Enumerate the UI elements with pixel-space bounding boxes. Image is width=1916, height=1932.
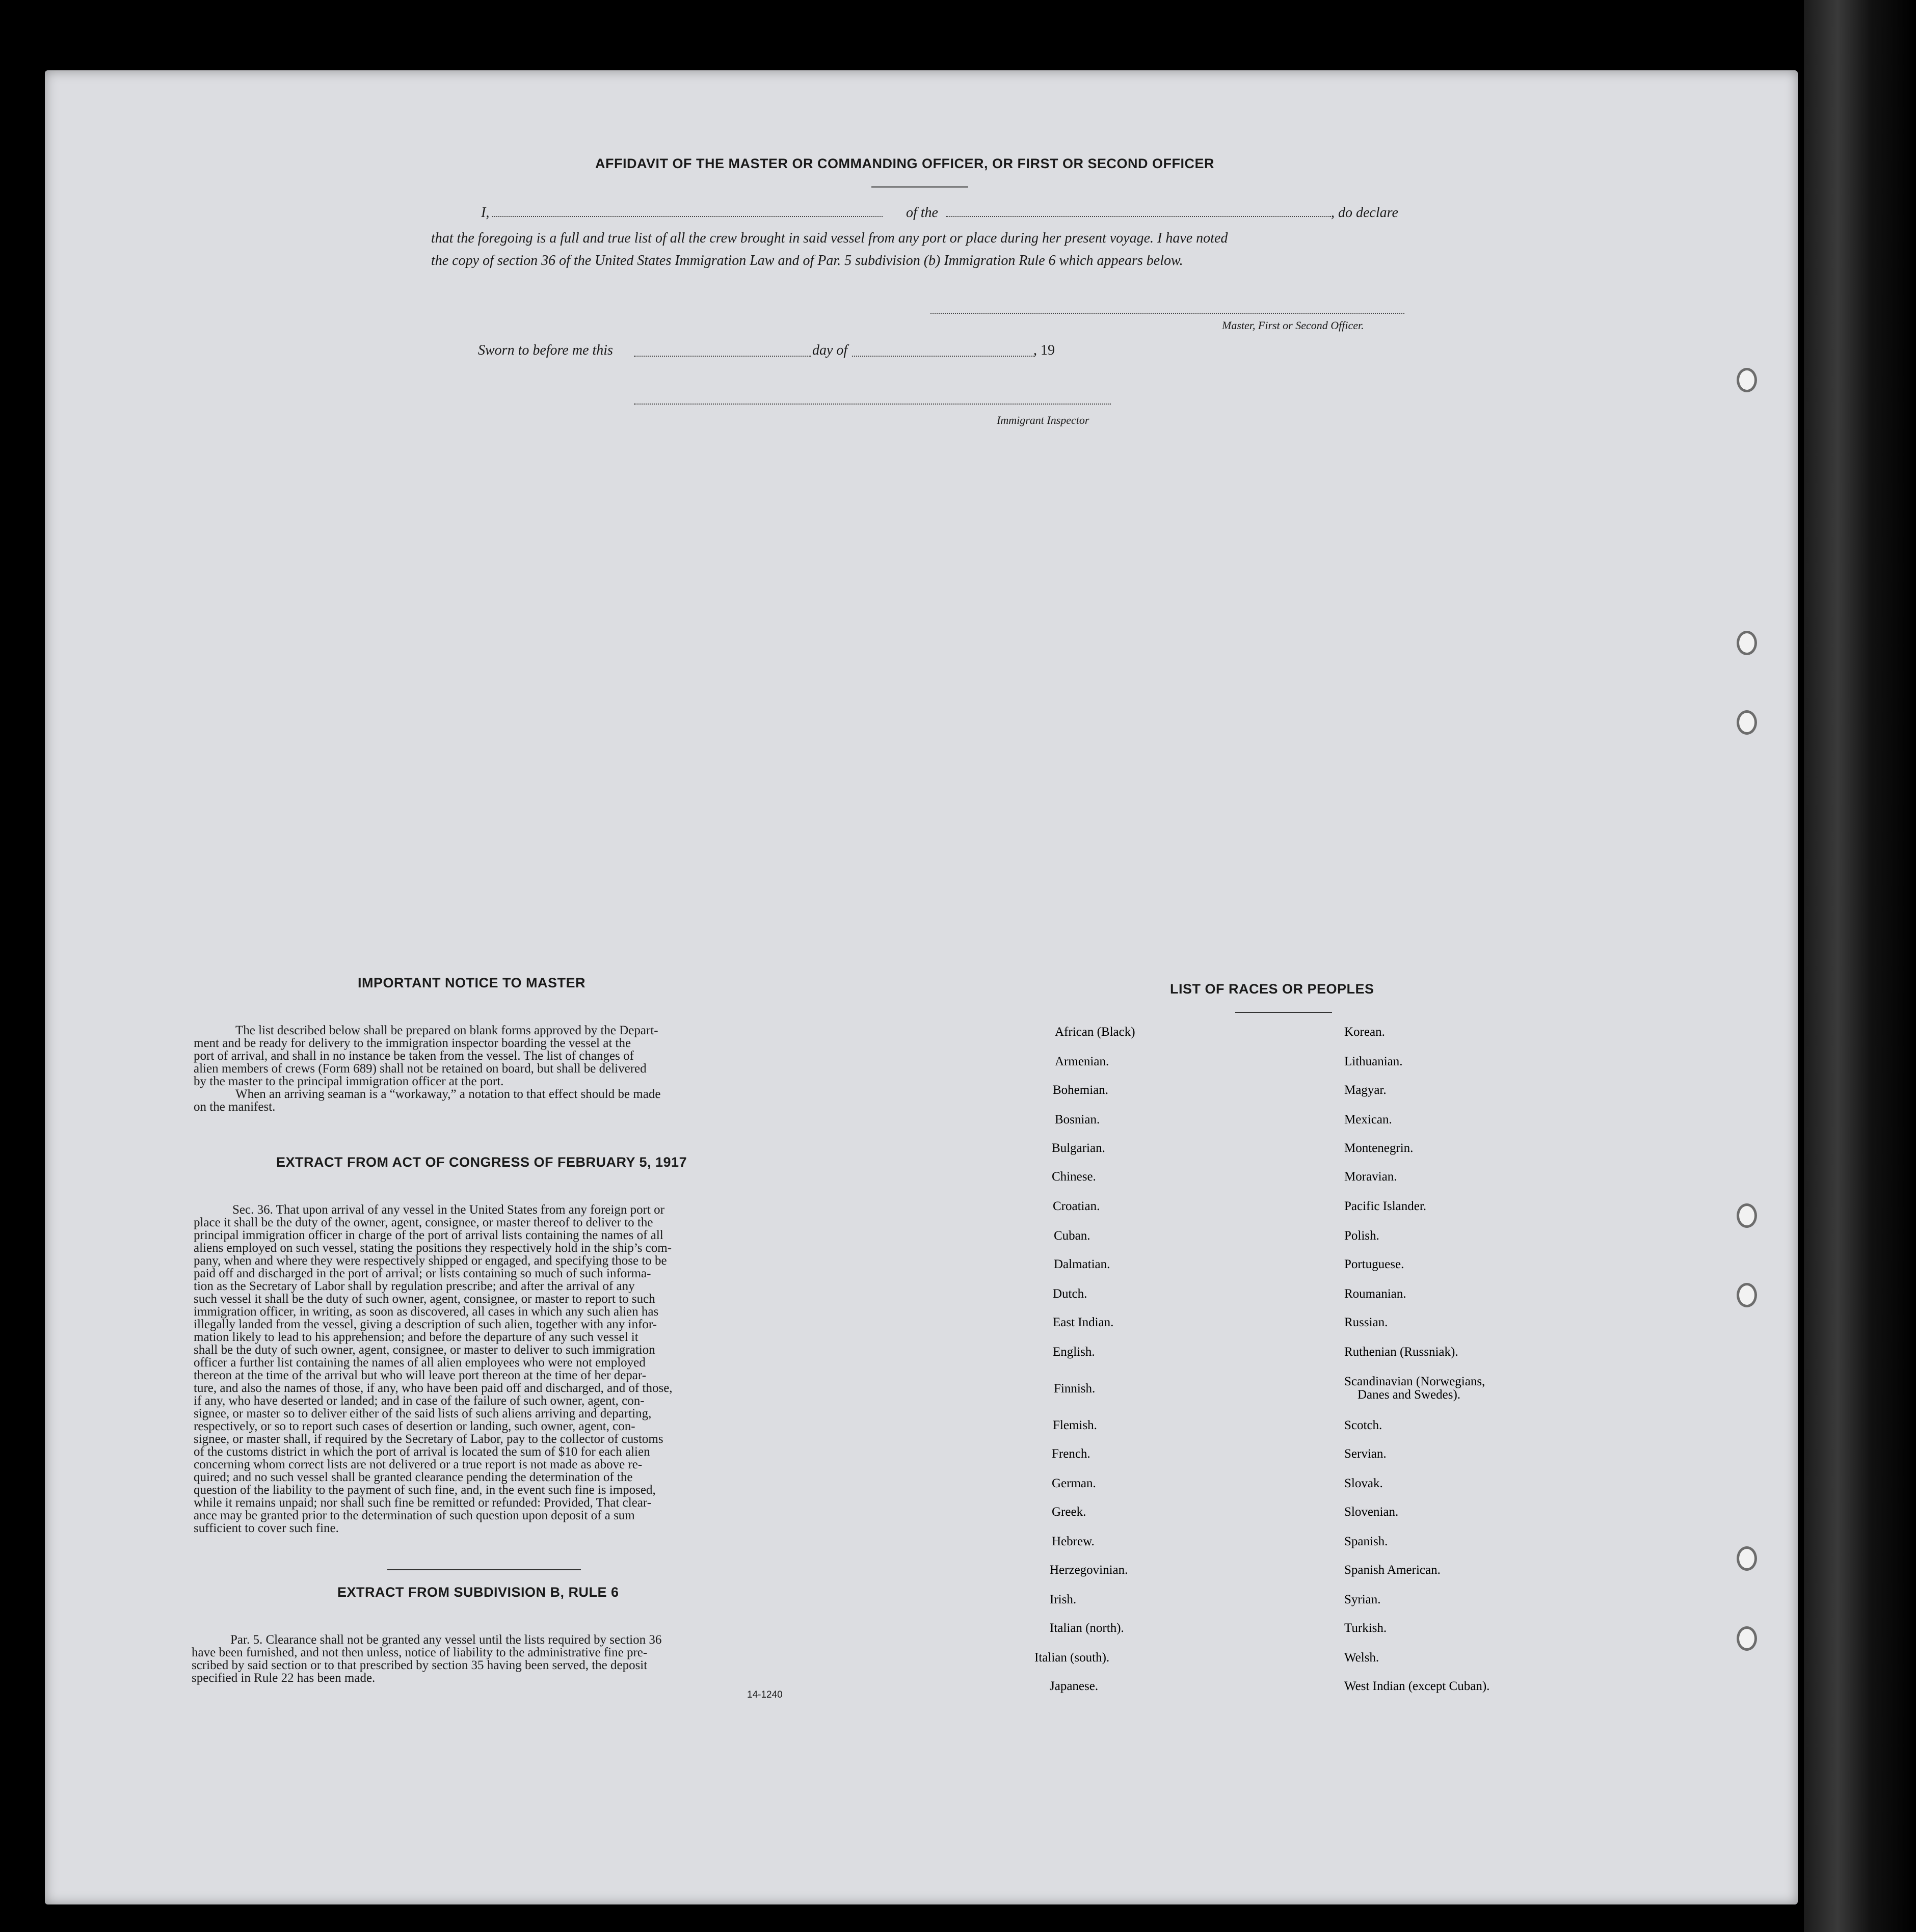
race-item: German. <box>1052 1477 1096 1490</box>
notice-line: ment and be ready for delivery to the immigration inspector boarding the vessel at the <box>194 1036 631 1050</box>
act-line: aliens employed on such vessel, stating the positions they respectively hold in the ship’s com- <box>194 1241 672 1255</box>
race-item: Italian (south). <box>1034 1651 1110 1665</box>
race-item: Ruthenian (Russniak). <box>1344 1345 1458 1359</box>
form-number: 14-1240 <box>747 1689 783 1700</box>
rule-title: EXTRACT FROM SUBDIVISION B, RULE 6 <box>337 1585 619 1600</box>
signature-caption: Master, First or Second Officer. <box>1222 319 1364 332</box>
rule-line: have been furnished, and not then unless, notice of liability to the administrative fine pre- <box>192 1646 648 1659</box>
act-line: place it shall be the duty of the owner, agent, consignee, or master thereof to deliver to the <box>194 1216 653 1229</box>
race-item: Slovenian. <box>1344 1505 1399 1519</box>
race-item: Spanish. <box>1344 1535 1388 1548</box>
race-item: Moravian. <box>1344 1170 1397 1184</box>
race-item: Bulgarian. <box>1052 1141 1105 1155</box>
race-item: Greek. <box>1052 1505 1086 1519</box>
sworn-day-blank[interactable] <box>634 356 811 357</box>
race-item: English. <box>1053 1345 1095 1359</box>
act-line: quired; and no such vessel shall be granted clearance pending the determination of the <box>194 1470 633 1484</box>
act-title: EXTRACT FROM ACT OF CONGRESS OF FEBRUARY 5, 1917 <box>276 1155 687 1170</box>
act-line: concerning whom correct lists are not delivered or a true report is not made as above re- <box>194 1458 643 1471</box>
affidavit-line3: the copy of section 36 of the United States Immigration Law and of Par. 5 subdivision (b) Immigration Rule 6 which appears below. <box>431 253 1183 269</box>
races-underline <box>1235 1012 1332 1013</box>
act-line: officer a further list containing the names of all alien employees who were not employed <box>194 1356 646 1370</box>
race-item: Cuban. <box>1054 1229 1090 1243</box>
inspector-caption: Immigrant Inspector <box>997 414 1089 426</box>
race-item: Slovak. <box>1344 1477 1383 1490</box>
race-item: Bosnian. <box>1055 1113 1100 1126</box>
name-blank[interactable] <box>492 216 883 217</box>
race-item: Magyar. <box>1344 1083 1387 1097</box>
notice-line: port of arrival, and shall in no instance be taken from the vessel. The list of changes of <box>194 1049 634 1063</box>
rule-line: specified in Rule 22 has been made. <box>192 1671 376 1685</box>
binder-hole <box>1737 1203 1757 1228</box>
act-line: question of the liability to the payment of such fine, and, in the event such fine is imposed, <box>194 1483 656 1497</box>
race-item: French. <box>1052 1447 1090 1461</box>
binder-hole <box>1737 1546 1757 1571</box>
race-item: Armenian. <box>1055 1055 1109 1068</box>
act-line: while it remains unpaid; nor shall such fine be remitted or refunded: Provided, That clear- <box>194 1496 652 1510</box>
act-line: illegally landed from the vessel, giving a description of such alien, together with any infor- <box>194 1318 657 1331</box>
race-item: Lithuanian. <box>1344 1055 1403 1068</box>
notice-body <box>194 1024 780 1113</box>
race-item: Bohemian. <box>1053 1083 1109 1097</box>
act-line: if any, who have deserted or landed; and in case of the failure of such owner, agent, con- <box>194 1394 645 1408</box>
vessel-blank[interactable] <box>946 216 1331 217</box>
act-line: Sec. 36. That upon arrival of any vessel in the United States from any foreign port or <box>232 1203 664 1217</box>
race-item: East Indian. <box>1053 1316 1114 1329</box>
race-item: Pacific Islander. <box>1344 1199 1427 1213</box>
race-item: Herzegovinian. <box>1050 1563 1128 1577</box>
notice-title: IMPORTANT NOTICE TO MASTER <box>358 975 586 990</box>
title-underline <box>871 186 968 187</box>
race-item: Mexican. <box>1344 1113 1392 1126</box>
notice-line: alien members of crews (Form 689) shall not be retained on board, but shall be delivered <box>194 1062 647 1076</box>
inspector-signature-line[interactable] <box>634 404 1111 405</box>
affidavit-of-the: of the <box>906 205 938 221</box>
binder-hole <box>1737 710 1757 735</box>
race-item: Syrian. <box>1344 1593 1381 1606</box>
rule-body <box>192 1633 778 1684</box>
race-item: Croatian. <box>1053 1199 1100 1213</box>
year-text: , 19 <box>1033 342 1055 358</box>
act-line: shall be the duty of such owner, agent, consignee, or master to deliver to such immigration <box>194 1343 655 1357</box>
sworn-month-blank[interactable] <box>852 356 1034 357</box>
page-edge-shadow <box>1804 0 1916 1932</box>
affidavit-declare: , do declare <box>1331 205 1398 221</box>
race-item: Irish. <box>1050 1593 1077 1606</box>
race-item: Korean. <box>1344 1025 1385 1039</box>
act-line: paid off and discharged in the port of arrival; or lists containing so much of such informa- <box>194 1267 651 1280</box>
race-item: Hebrew. <box>1052 1535 1095 1548</box>
act-line: principal immigration officer in charge of the port of arrival lists containing the names of all <box>194 1228 663 1242</box>
race-item: West Indian (except Cuban). <box>1344 1679 1490 1693</box>
affidavit-line2: that the foregoing is a full and true list of all the crew brought in said vessel from any port or place during her present voyage. I have noted <box>431 230 1228 246</box>
notice-line: by the master to the principal immigration officer at the port. <box>194 1075 504 1088</box>
race-item: Italian (north). <box>1050 1621 1124 1635</box>
race-item: Danes and Swedes). <box>1358 1388 1461 1402</box>
act-line: immigration officer, in writing, as soon as discovered, all cases in which any such alien has <box>194 1305 659 1319</box>
rule-line: Par. 5. Clearance shall not be granted any vessel until the lists required by section 36 <box>230 1633 662 1647</box>
race-item: Montenegrin. <box>1344 1141 1414 1155</box>
sworn-text: Sworn to before me this <box>478 342 613 358</box>
document-page <box>45 70 1798 1904</box>
act-line: respectively, or so to report such cases of desertion or landing, such owner, agent, con- <box>194 1419 635 1433</box>
act-line: sufficient to cover such fine. <box>194 1521 339 1535</box>
act-line: mation likely to lead to his apprehension; and before the departure of any such vessel it <box>194 1330 638 1344</box>
act-line: ance may be granted prior to the determination of such question upon deposit of a sum <box>194 1509 635 1522</box>
race-item: Roumanian. <box>1344 1287 1406 1301</box>
binder-hole <box>1737 1283 1757 1307</box>
affidavit-i: I, <box>481 205 490 221</box>
race-item: Russian. <box>1344 1316 1388 1329</box>
notice-line: The list described below shall be prepared on blank forms approved by the Depart- <box>235 1024 658 1037</box>
day-of-text: day of <box>812 342 848 358</box>
section-divider <box>387 1569 581 1570</box>
act-line: such vessel it shall be the duty of such owner, agent, consignee, or master to report to such <box>194 1292 655 1306</box>
notice-line: on the manifest. <box>194 1100 276 1114</box>
race-item: Polish. <box>1344 1229 1379 1243</box>
race-item: Spanish American. <box>1344 1563 1441 1577</box>
signature-line[interactable] <box>930 313 1404 314</box>
act-line: signee, or master shall, if required by the Secretary of Labor, pay to the collector of customs <box>194 1432 663 1446</box>
act-line: ture, and also the names of those, if any, who have been paid off and discharged, and of those, <box>194 1381 673 1395</box>
race-item: Dutch. <box>1053 1287 1087 1301</box>
binder-hole <box>1737 631 1757 655</box>
race-item: Chinese. <box>1052 1170 1096 1184</box>
race-item: Scandinavian (Norwegians, <box>1344 1375 1485 1388</box>
binder-hole <box>1737 368 1757 392</box>
act-line: signee, or master so to deliver either of the said lists of such aliens arriving and departing, <box>194 1407 652 1420</box>
act-line: tion as the Secretary of Labor shall by regulation prescribe; and after the arrival of any <box>194 1279 635 1293</box>
notice-line: When an arriving seaman is a “workaway,” a notation to that effect should be made <box>235 1087 661 1101</box>
race-item: Turkish. <box>1344 1621 1387 1635</box>
race-item: Portuguese. <box>1344 1257 1404 1271</box>
race-item: Finnish. <box>1054 1382 1096 1396</box>
races-title: LIST OF RACES OR PEOPLES <box>1170 981 1374 997</box>
act-line: thereon at the time of the arrival but who will leave port thereon at the time of her depar- <box>194 1369 647 1382</box>
race-item: Japanese. <box>1050 1679 1099 1693</box>
binder-hole <box>1737 1626 1757 1651</box>
race-item: African (Black) <box>1055 1025 1135 1039</box>
act-line: of the customs district in which the port of arrival is located the sum of $10 for each alien <box>194 1445 650 1459</box>
race-item: Flemish. <box>1053 1418 1097 1432</box>
act-body <box>194 1203 780 1535</box>
act-line: pany, when and where they were respectively shipped or engaged, and specifying those to be <box>194 1254 667 1268</box>
race-item: Dalmatian. <box>1054 1257 1110 1271</box>
affidavit-title: AFFIDAVIT OF THE MASTER OR COMMANDING OFFICER, OR FIRST OR SECOND OFFICER <box>595 156 1214 171</box>
race-item: Welsh. <box>1344 1651 1379 1665</box>
rule-line: scribed by said section or to that prescribed by section 35 having been served, the deposit <box>192 1658 648 1672</box>
race-item: Scotch. <box>1344 1418 1382 1432</box>
race-item: Servian. <box>1344 1447 1387 1461</box>
